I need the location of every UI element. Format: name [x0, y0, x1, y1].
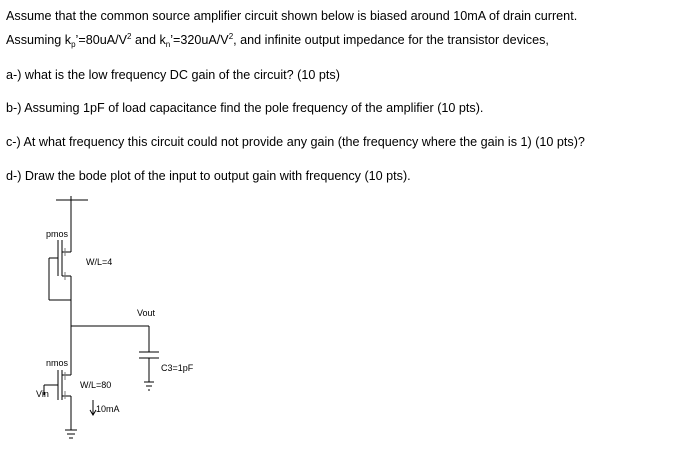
kn-exponent: 2	[228, 32, 234, 41]
question-c: c-) At what frequency this circuit could not provide any gain (the frequency where the gain is 1) (10 pts)?	[6, 135, 585, 149]
kp-subscript: p	[71, 40, 76, 49]
nmos-size-label: W/L=80	[80, 380, 112, 390]
capacitor-label: C3=1pF	[161, 363, 194, 373]
question-a: a-) what is the low frequency DC gain of the circuit? (10 pts)	[6, 68, 340, 82]
problem-statement-line-1: Assume that the common source amplifier circuit shown below is biased around 10mA of drain current.	[6, 9, 578, 23]
kn-value: ’=320uA/V	[170, 33, 229, 47]
question-d: d-) Draw the bode plot of the input to output gain with frequency (10 pts).	[6, 169, 411, 183]
vdd-terminal	[56, 196, 88, 220]
pmos-size-label: W/L=4	[86, 257, 113, 267]
statement-tail: , and infinite output impedance for the transistor devices,	[233, 33, 549, 47]
question-b: b-) Assuming 1pF of load capacitance find the pole frequency of the amplifier (10 pts).	[6, 101, 484, 115]
vin-label: Vin	[36, 389, 49, 399]
bias-current-label: 10mA	[96, 404, 120, 414]
kp-value: ’=80uA/V	[75, 33, 128, 47]
load-capacitor	[139, 352, 159, 390]
pmos-label: pmos	[46, 229, 69, 239]
vout-label: Vout	[137, 308, 156, 318]
nmos-transistor	[44, 370, 77, 438]
kn-subscript: n	[165, 40, 171, 49]
nmos-label: nmos	[46, 358, 69, 368]
kp-exponent: 2	[127, 32, 132, 41]
kp-text: Assuming k	[6, 33, 72, 47]
kn-text: and k	[131, 33, 166, 47]
